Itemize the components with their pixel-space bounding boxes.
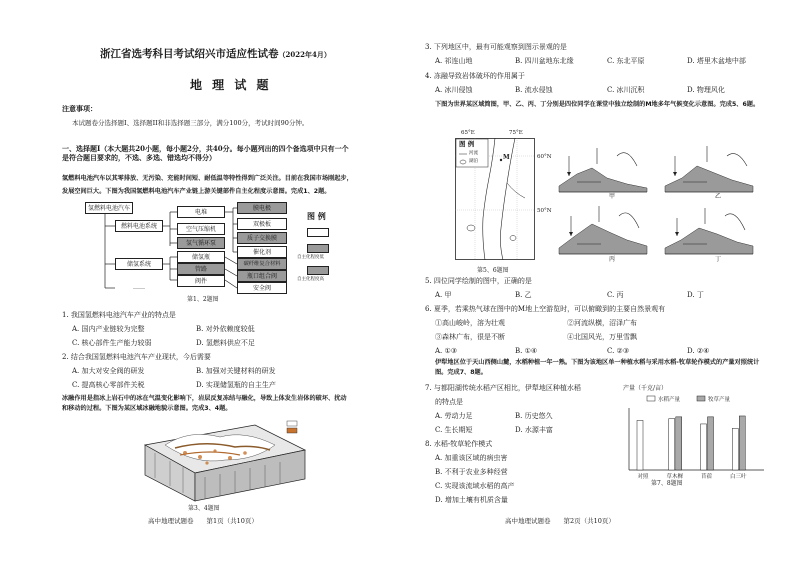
right-page bbox=[397, 0, 794, 561]
chain-air-compressor: 空气压缩机 bbox=[177, 223, 225, 235]
chain-bottle-valve: 瓶口组合阀 bbox=[237, 270, 287, 282]
panel-label-ding: 丁 bbox=[715, 256, 722, 263]
chain-catalyst: 催化剂 bbox=[237, 246, 287, 258]
q4-option-b[interactable]: B. 流水侵蚀 bbox=[515, 86, 553, 94]
q8-stem: 8. 水稻-牧草轮作模式 bbox=[425, 440, 493, 448]
q6-sub-3: ③森林广布，很是不断 bbox=[435, 333, 505, 341]
bar-2-0 bbox=[701, 424, 707, 470]
legend-swatch-3 bbox=[307, 266, 329, 275]
chain-pipe: 管路 bbox=[177, 263, 225, 275]
q7-stem-2: 的特点是 bbox=[435, 398, 463, 406]
chain-safety-valve: 安全阀 bbox=[237, 282, 287, 294]
q6-option-d[interactable]: D. ②④ bbox=[687, 347, 710, 355]
figure-cross-sections bbox=[557, 136, 757, 262]
q5-option-c[interactable]: C. 丙 bbox=[607, 291, 624, 299]
bar-1-0 bbox=[669, 419, 675, 470]
map-lon-65: 65°E bbox=[461, 130, 475, 136]
panel-label-yi: 乙 bbox=[715, 193, 722, 200]
figure-freeze-thaw-block bbox=[135, 415, 315, 503]
yield-bar-chart bbox=[619, 394, 769, 484]
chain-hydrogen-storage: 储氢系统 bbox=[115, 258, 163, 270]
q2-option-d[interactable]: D. 实现储氢瓶的自主生产 bbox=[196, 381, 276, 389]
legend-swatch-high bbox=[307, 228, 329, 237]
bar-3-0 bbox=[732, 428, 738, 470]
q7-stem: 7. 与都阳湖传统水稻产区相比，伊犁地区种植水稻 bbox=[425, 384, 581, 392]
q2-stem: 2. 结合我国氢燃料电池汽车产业现状，今后需要 bbox=[62, 353, 211, 361]
legend-label-0: 水稻产量 bbox=[658, 397, 681, 403]
bar-3-1 bbox=[739, 416, 745, 470]
map-point-m: M bbox=[503, 154, 510, 161]
chain-pem: 质子交换膜 bbox=[237, 232, 287, 244]
chain-more: …… bbox=[115, 282, 163, 294]
x-tick-label-0: 对照 bbox=[637, 474, 649, 480]
q5-option-b[interactable]: B. 乙 bbox=[515, 291, 532, 299]
q1-option-d[interactable]: D. 氢燃料供应不足 bbox=[196, 339, 255, 347]
x-tick-label-2: 苜蓿 bbox=[700, 474, 713, 480]
exam-title: 浙江省选考科目考试绍兴市适应性试卷（2022年4月） bbox=[100, 48, 331, 60]
q8-option-c[interactable]: C. 实现该流域水稻的高产 bbox=[435, 482, 515, 490]
q7-option-b[interactable]: B. 历史悠久 bbox=[515, 412, 553, 420]
q3-stem: 3. 下列地区中，最有可能观察到图示景观的是 bbox=[425, 43, 567, 51]
chain-fuel-cell-system: 燃料电池系统 bbox=[115, 220, 163, 232]
legend-swatch-low bbox=[307, 244, 329, 253]
chain-carbon-fiber: 碳纤维复合材料 bbox=[237, 258, 287, 270]
notice-heading: 注意事项： bbox=[62, 104, 97, 113]
figure-region-map bbox=[455, 130, 535, 267]
chain-tank: 储氢瓶 bbox=[177, 251, 225, 263]
figure12-caption: 第1、2题图 bbox=[187, 296, 219, 303]
panel-label-bing: 丙 bbox=[609, 256, 616, 263]
legend-label-low: 自主化程度低 bbox=[297, 255, 324, 260]
chain-valve: 阀件 bbox=[177, 275, 225, 287]
chain-legend-title: 图 例 bbox=[307, 212, 326, 221]
q6-option-b[interactable]: B. ①④ bbox=[515, 347, 538, 355]
q3-option-a[interactable]: A. 祁连山地 bbox=[435, 57, 473, 65]
map-legend-lake: 湖泊 bbox=[469, 159, 478, 164]
q6-sub-1: ①高山峻岭，溶为壮观 bbox=[435, 319, 505, 327]
bar-0-0 bbox=[637, 420, 643, 470]
q8-option-b[interactable]: B. 不利于农业多种经营 bbox=[435, 468, 508, 476]
intro-line-1: 氢燃料电池汽车以其零排放、无污染、充能时间短、耐低温等特性得到广泛关注。目前在我国市场刚起步， bbox=[62, 175, 353, 182]
chain-bipolar: 双极板 bbox=[237, 218, 287, 230]
q6-sub-4: ④北国风光，万里雪飘 bbox=[567, 333, 637, 341]
map-drawing bbox=[455, 138, 535, 260]
section-heading: 一、选择题Ⅰ（本大题共20小题，每小题2分，共40分。每小题列出的四个备选项中只有一个是符合题目要求的，不选、多选、错选均不得分） bbox=[62, 144, 349, 163]
figure-industry-chain bbox=[85, 202, 355, 302]
q7-option-a[interactable]: A. 劳动力足 bbox=[435, 412, 473, 420]
intro-78: 伊犁地区位于天山西侧山麓，水稻种植一年一熟。下图为该地区单一种植水稻与采用水稻-牧草轮作模式的产量对照统计图。完成7、8题。 bbox=[435, 359, 760, 376]
legend-swatch-1 bbox=[697, 396, 705, 401]
figure34-caption: 第3、4题图 bbox=[188, 505, 220, 512]
q6-option-c[interactable]: C. ②③ bbox=[607, 347, 630, 355]
q2-option-c[interactable]: C. 提高核心零部件关税 bbox=[72, 381, 145, 389]
intro-34: 冰融作用是指冰上岩石中的冰在气温变化影响下，岩层反复冻结与融化，导致上体发生岩体的破坏、扰动和移动的过程。下图为某区域冰融地貌示意图。完成3、4题。 bbox=[62, 395, 347, 412]
q4-stem: 4. 冻融导致岩体破坏的作用属于 bbox=[425, 72, 525, 80]
bar-2-1 bbox=[708, 417, 714, 470]
q5-stem: 5. 四位同学绘制的图中，正确的是 bbox=[425, 277, 532, 285]
map-lon-75: 75°E bbox=[509, 130, 523, 136]
chain-hydrogen-pump: 氢气循环泵 bbox=[177, 237, 225, 249]
chain-stack: 电堆 bbox=[177, 206, 225, 218]
map-lat-60: 60°N bbox=[537, 154, 552, 160]
legend-swatch-0 bbox=[647, 396, 655, 401]
chart-caption: 第7、8题图 bbox=[651, 480, 683, 487]
q2-option-a[interactable]: A. 加大对安全阀的研发 bbox=[72, 367, 145, 375]
q7-option-c[interactable]: C. 生长期短 bbox=[435, 426, 473, 434]
q8-option-a[interactable]: A. 加重该区域的病虫害 bbox=[435, 454, 508, 462]
q1-option-b[interactable]: B. 对外依赖度较低 bbox=[196, 325, 255, 333]
legend-label-high: 自主化程度高 bbox=[297, 277, 324, 282]
map-legend-river: 河流 bbox=[469, 151, 478, 156]
chart-ylabel: 产量（千克/亩） bbox=[623, 385, 668, 392]
q6-option-a[interactable]: A. ①③ bbox=[435, 347, 458, 355]
map-legend-title: 图 例 bbox=[459, 140, 475, 148]
panel-label-jia: 甲 bbox=[609, 193, 616, 200]
bar-1-1 bbox=[676, 417, 682, 470]
right-footer: 高中地理试题卷 第2页（共10页） bbox=[505, 517, 615, 525]
x-tick-label-3: 白三叶 bbox=[729, 474, 747, 480]
map-lat-50: 50°N bbox=[537, 208, 552, 214]
q1-option-c[interactable]: C. 核心部件生产能力较弱 bbox=[72, 339, 152, 347]
left-footer: 高中地理试题卷 第1页（共10页） bbox=[148, 517, 258, 525]
legend-label-1: 牧草产量 bbox=[708, 397, 731, 403]
exam-subject: 地 理 试 题 bbox=[190, 78, 272, 92]
chain-root: 氢燃料电池汽车 bbox=[85, 202, 133, 214]
q3-option-b[interactable]: B. 四川盆地东北缘 bbox=[515, 57, 574, 65]
notice-text: 本试题卷分选择题I、选择题II和非选择题三部分，满分100分，考试时间90分钟。 bbox=[72, 119, 309, 127]
q2-option-b[interactable]: B. 加强对关键材料的研发 bbox=[196, 367, 276, 375]
q4-option-a[interactable]: A. 冰川侵蚀 bbox=[435, 86, 473, 94]
q3-option-d[interactable]: D. 塔里木盆地中部 bbox=[687, 57, 746, 65]
x-tick-label-1: 草木樨 bbox=[666, 474, 684, 480]
q4-option-d[interactable]: D. 物理风化 bbox=[687, 86, 725, 94]
q6-sub-2: ②河流纵横，沼泽广布 bbox=[567, 319, 637, 327]
q1-stem: 1. 我国氢燃料电池汽车产业的特点是 bbox=[62, 311, 176, 319]
intro-56: 下图为世界某区域简图，甲、乙、丙、丁分别是四位同学在课堂中独立绘制的M地多年气候变化示意图。完成5、6题。 bbox=[435, 101, 760, 108]
figure56-caption: 第5、6题图 bbox=[477, 267, 509, 274]
q7-option-d[interactable]: D. 水源丰富 bbox=[515, 426, 553, 434]
intro-line-2: 发展空间巨大。下图为我国氢燃料电池汽车产业链上游关键部件自主化程度示意图。完成1、2题。 bbox=[62, 188, 331, 195]
q6-stem: 6. 夏季，若乘热气球在图中的M地上空游览时，可以俯瞰到的主要自然景观有 bbox=[425, 305, 666, 313]
q5-option-a[interactable]: A. 甲 bbox=[435, 291, 452, 299]
q1-option-a[interactable]: A. 国内产业链较为完整 bbox=[72, 325, 145, 333]
q5-option-d[interactable]: D. 丁 bbox=[687, 291, 704, 299]
q3-option-c[interactable]: C. 东北平原 bbox=[607, 57, 645, 65]
chain-mea: 膜电极 bbox=[237, 202, 287, 214]
q4-option-c[interactable]: C. 冰川沉积 bbox=[607, 86, 645, 94]
q8-option-d[interactable]: D. 增加土壤有机质含量 bbox=[435, 496, 508, 504]
